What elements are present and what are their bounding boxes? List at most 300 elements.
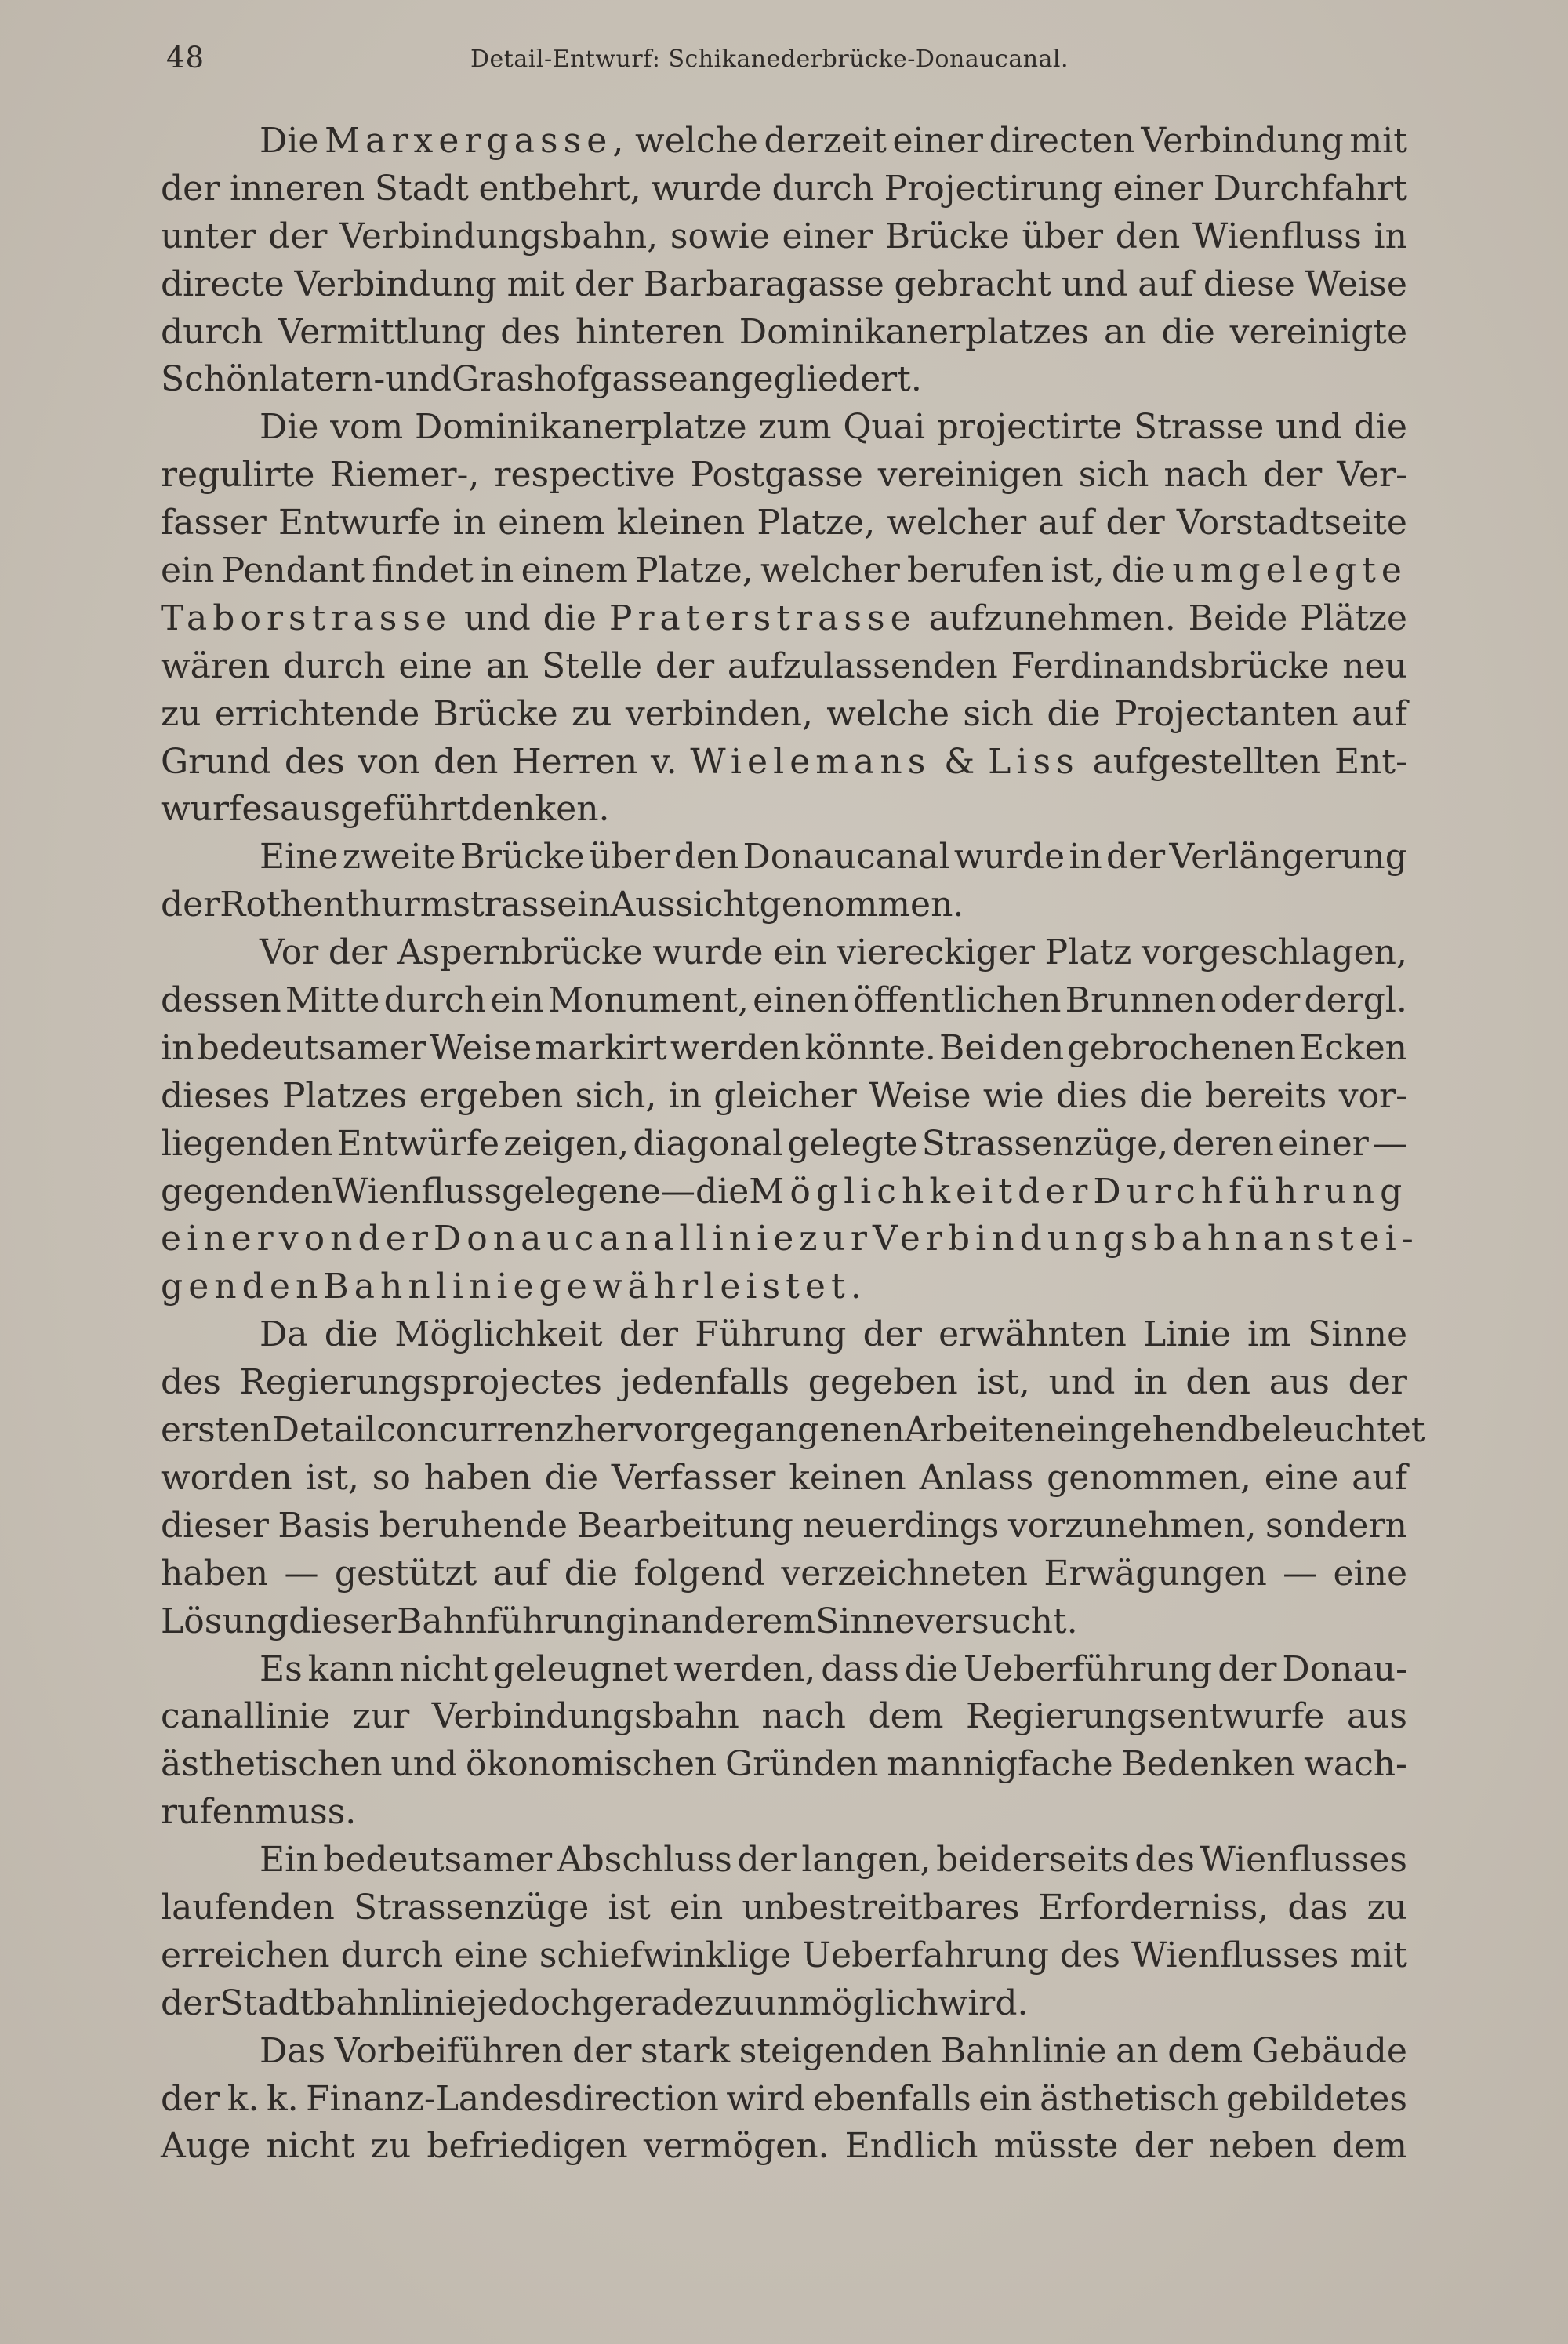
word: gebrochenen (1067, 1027, 1296, 1068)
word: einen (753, 980, 849, 1021)
word: Eine (260, 837, 339, 878)
text-line (161, 643, 1407, 691)
word: Platze, (634, 551, 753, 591)
word: unbestreitbares (742, 1887, 1020, 1928)
word: und (1276, 407, 1342, 448)
word: Finanz-Landesdirection (306, 2078, 719, 2119)
word: befriedigen (426, 2126, 628, 2167)
word: wie (982, 1075, 1044, 1116)
word: zu (370, 2126, 412, 2167)
word: verzeichneten (781, 1553, 1028, 1594)
word: berufen (906, 551, 1044, 591)
text-line (161, 881, 1407, 929)
word: Endlich (844, 2126, 978, 2167)
word: der (1218, 1648, 1277, 1689)
word: Donau- (1282, 1648, 1407, 1689)
word: dem (1332, 2126, 1407, 2167)
word: folgend (633, 1553, 765, 1594)
text-line (161, 1503, 1407, 1550)
word: Wienfluss (1192, 216, 1362, 256)
word: genden (161, 1266, 324, 1307)
text-line (161, 2123, 1407, 2171)
word: unmöglich (754, 1982, 938, 2023)
text-line (161, 1359, 1407, 1407)
word: Durchführung (1093, 1171, 1408, 1212)
word: dieses (161, 1075, 270, 1116)
word: werden (670, 1027, 802, 1068)
word: dieser (289, 1601, 397, 1641)
word: gebildetes (1225, 2078, 1407, 2119)
word: Weise (1305, 263, 1407, 304)
word: Vor (260, 932, 319, 973)
word: kann (307, 1648, 394, 1689)
word: dem (1167, 2030, 1243, 2071)
word: Vorstadtseite (1176, 503, 1407, 543)
word: Gründen (725, 1744, 879, 1785)
word: ästhetisch (1040, 2078, 1219, 2119)
word: mannigfache (887, 1744, 1113, 1785)
word: Verbindung (294, 263, 497, 304)
word: so (372, 1457, 411, 1498)
word: hinteren (575, 311, 724, 352)
word: bedeutsamer (323, 1840, 553, 1881)
text-line (161, 691, 1407, 739)
word: der (161, 2078, 220, 2119)
word: und (1048, 1362, 1116, 1403)
word: Donaucanallinie (433, 1219, 800, 1259)
word: beleuchtet (1239, 1410, 1425, 1451)
word: ein (669, 1887, 724, 1928)
word: verbinden, (625, 693, 813, 734)
word: neben (1208, 2126, 1316, 2167)
word: Stelle (542, 645, 643, 686)
text-line (161, 1121, 1407, 1168)
text-line (161, 929, 1407, 977)
word: — (1372, 1123, 1407, 1164)
word: stark (640, 2030, 731, 2071)
word: des (500, 311, 561, 352)
word: diese (1203, 263, 1295, 304)
word: das (1287, 1887, 1348, 1928)
word: eine (398, 645, 473, 686)
word: Barbaragasse (643, 263, 884, 304)
word: Weise (429, 1027, 532, 1068)
word: mit (1349, 1935, 1407, 1975)
text-line (161, 2028, 1407, 2076)
word: die (1353, 407, 1407, 448)
word: wird (726, 2078, 806, 2119)
word: Die (260, 121, 319, 161)
word: die (1161, 311, 1215, 352)
word: von (358, 741, 421, 782)
text-line (161, 1550, 1407, 1598)
word: v. (650, 741, 677, 782)
word: findet (372, 551, 474, 591)
word: vom (330, 407, 404, 448)
text-line (161, 213, 1407, 261)
word: umgelegte (1172, 551, 1407, 591)
word: aufzulassenden (727, 645, 998, 686)
word: Bahnlinie (323, 1266, 539, 1307)
word: und (385, 359, 452, 400)
word: Projectanten (1113, 693, 1338, 734)
word: Aussicht (610, 885, 760, 925)
word: zweite (342, 837, 456, 878)
word: zu (161, 693, 201, 734)
text-line (161, 1884, 1407, 1932)
word: einer (161, 1219, 279, 1259)
text-line (161, 1263, 1407, 1311)
word: geradezu (592, 1982, 755, 2023)
word: Da (260, 1314, 308, 1355)
word: Bahnlinie (940, 2030, 1107, 2071)
word: vereinigte (1229, 311, 1407, 352)
word: muss. (255, 1792, 357, 1833)
word: eine (1264, 1457, 1339, 1498)
word: die (324, 1314, 379, 1355)
word: erreichen (161, 1935, 330, 1975)
word: — (1283, 1553, 1318, 1594)
word: Brücke (884, 216, 1010, 256)
word: welcher (760, 551, 900, 591)
word: ersten (161, 1410, 272, 1451)
word: gelegene (502, 1171, 661, 1212)
word: die (904, 1648, 959, 1689)
word: k. (227, 2078, 260, 2119)
word: Platze, (757, 503, 876, 543)
word: des (284, 741, 345, 782)
word: in (1134, 1362, 1167, 1403)
word: mit (1349, 121, 1407, 161)
word: erwähnten (938, 1314, 1127, 1355)
word: der (328, 932, 388, 973)
text-line (161, 977, 1407, 1025)
word: der (161, 1982, 220, 2023)
word: den (673, 837, 739, 878)
word: gebracht (894, 263, 1051, 304)
word: Liss (988, 741, 1080, 782)
word: wurde (651, 168, 762, 209)
word: nicht (399, 1648, 488, 1689)
word: unter (161, 216, 256, 256)
word: einer (1112, 168, 1203, 209)
word: wurfes (161, 789, 280, 830)
word: in (1069, 837, 1102, 878)
word: sondern (1265, 1505, 1407, 1546)
word: worden (161, 1457, 292, 1498)
word: von (278, 1219, 358, 1259)
page-header (166, 41, 1405, 88)
word: gewährleistet. (539, 1266, 867, 1307)
word: der (572, 2030, 632, 2071)
word: Anlass (919, 1457, 1034, 1498)
word: der (1105, 503, 1165, 543)
word: durch (771, 168, 874, 209)
word: an (485, 645, 529, 686)
word: ein (978, 2078, 1033, 2119)
text-line (161, 1168, 1407, 1216)
word: Strasse (1134, 407, 1265, 448)
word: Strassenzüge, (921, 1123, 1169, 1164)
word: vereinigen (877, 455, 1064, 496)
text-line (161, 1932, 1407, 1980)
word: Lösung (161, 1601, 289, 1641)
word: Dominikanerplatzes (739, 311, 1090, 352)
text-line (161, 500, 1407, 547)
word: Möglichkeit (749, 1171, 1018, 1212)
word: Grashofgasse (452, 359, 688, 400)
word: neuerdings (802, 1505, 1000, 1546)
word: Vermittlung (278, 311, 486, 352)
word: vorzunehmen, (1007, 1505, 1257, 1546)
word: anstei- (1262, 1219, 1419, 1259)
word: und (1061, 263, 1128, 304)
word: Auge (161, 2126, 251, 2167)
text-line (161, 356, 1407, 404)
word: Verbindungsbahn (872, 1219, 1263, 1259)
word: auf (492, 1553, 549, 1594)
word: der (1263, 455, 1323, 496)
word: Postgasse (690, 455, 863, 496)
word: Stadt (374, 168, 469, 209)
word: der (1105, 837, 1166, 878)
word: in (161, 1027, 194, 1068)
word: könnte. (804, 1027, 936, 1068)
word: Quai (843, 407, 926, 448)
word: dies (1055, 1075, 1127, 1116)
word: ebenfalls (812, 2078, 971, 2119)
word: Taborstrasse (161, 598, 452, 638)
word: den (999, 1027, 1065, 1068)
word: zur (352, 1696, 410, 1737)
word: Wienflusses (1131, 1935, 1339, 1975)
word: Wienflusses (1200, 1840, 1407, 1881)
word: müsste (993, 2126, 1119, 2167)
word: ausgeführt (279, 789, 470, 830)
word: k. (266, 2078, 299, 2119)
word: dem (868, 1696, 944, 1737)
word: canallinie (161, 1696, 331, 1737)
word: Gebäude (1251, 2030, 1407, 2071)
text-line (161, 1789, 1407, 1837)
word: die (543, 598, 597, 638)
word: einer (1278, 1123, 1369, 1164)
word: der (574, 263, 634, 304)
text-line (161, 1073, 1407, 1121)
word: ästhetischen (161, 1744, 383, 1785)
word: dessen (161, 980, 281, 1021)
word: der (1134, 2126, 1193, 2167)
text-line (161, 1455, 1407, 1503)
word: diagonal (633, 1123, 784, 1164)
word: Sinne (815, 1601, 916, 1641)
word: Grund (161, 741, 272, 782)
word: der (655, 645, 715, 686)
word: in (452, 503, 487, 543)
word: Strassenzüge (353, 1887, 590, 1928)
word: beruhende (379, 1505, 568, 1546)
word: welche (826, 693, 950, 734)
word: der (737, 1840, 797, 1881)
word: Regierungsprojectes (239, 1362, 602, 1403)
word: durch (383, 980, 487, 1021)
word: der (1017, 1171, 1094, 1212)
text-line (161, 1407, 1425, 1455)
word: — (660, 1171, 695, 1212)
word: ein (773, 932, 827, 973)
word: in (1374, 216, 1407, 256)
word: viereckiger (837, 932, 1035, 973)
word: die (564, 1553, 619, 1594)
word: einem (498, 503, 605, 543)
text-line (161, 547, 1407, 595)
word: Basis (278, 1505, 371, 1546)
word: aufzunehmen. (928, 598, 1176, 638)
word: ist, (305, 1457, 359, 1498)
word: welcher (887, 503, 1027, 543)
word: Abschluss (557, 1840, 732, 1881)
word: eine (1333, 1553, 1407, 1594)
word: gleicher (713, 1075, 857, 1116)
word: Donaucanal (742, 837, 950, 878)
word: Arbeiten (904, 1410, 1056, 1451)
text-line (161, 118, 1407, 165)
word: des (1134, 1840, 1195, 1881)
word: durch (161, 311, 263, 352)
word: Es (260, 1648, 303, 1689)
word: regulirte (161, 455, 315, 496)
word: aus (1269, 1362, 1330, 1403)
text-line (161, 165, 1407, 213)
word: hervorgegangenen (574, 1410, 905, 1451)
word: inneren (229, 168, 365, 209)
word: Detailconcurrenz (271, 1410, 575, 1451)
word: Ent- (1334, 741, 1407, 782)
word: sowie (670, 216, 770, 256)
word: neu (1342, 645, 1407, 686)
word: Verbindungsbahn, (339, 216, 659, 256)
word: Mitte (285, 980, 380, 1021)
word: respective (494, 455, 676, 496)
word: Rothenthurmstrasse (220, 885, 578, 925)
word: wach- (1304, 1744, 1407, 1785)
word: sich (1078, 455, 1149, 496)
word: gegeben (808, 1362, 958, 1403)
text-line (161, 1837, 1407, 1884)
word: des (161, 1362, 221, 1403)
word: dergl. (1304, 980, 1407, 1021)
word: sich (963, 693, 1033, 734)
word: nicht (266, 2126, 355, 2167)
word: Bedenken (1121, 1744, 1296, 1785)
word: Brunnen (1065, 980, 1217, 1021)
word: zur (799, 1219, 873, 1259)
word: Wienfluss (332, 1171, 503, 1212)
word: Brücke (459, 837, 585, 878)
word: oder (1220, 980, 1301, 1021)
word: Platz (1044, 932, 1132, 973)
word: Verbindungsbahn (431, 1696, 739, 1737)
word: denken. (470, 789, 610, 830)
word: die (1047, 693, 1101, 734)
word: dieser (161, 1505, 269, 1546)
text-line (161, 739, 1407, 787)
word: nach (761, 1696, 846, 1737)
word: an (1116, 2030, 1159, 2071)
word: geleugnet (493, 1648, 669, 1689)
word: Ueberführung (964, 1648, 1213, 1689)
word: wären (161, 645, 270, 686)
word: haben (161, 1553, 269, 1594)
running-title: Detail-Entwurf: Schikanederbrücke-Donaucanal. (470, 45, 1069, 73)
text-line (161, 1741, 1407, 1789)
text-line (161, 452, 1407, 500)
word: Linie (1143, 1314, 1231, 1355)
word: zu (572, 693, 612, 734)
word: Stadtbahnlinie (220, 1982, 477, 2023)
word: Projectirung (884, 168, 1103, 209)
word: dass (821, 1648, 899, 1689)
word: Ueberfahrung (801, 1935, 1050, 1975)
word: nach (1163, 455, 1248, 496)
word: Pendant (221, 551, 365, 591)
word: Weise (869, 1075, 971, 1116)
word: Ein (260, 1840, 318, 1881)
word: Schönlatern- (161, 359, 386, 400)
word: jedenfalls (620, 1362, 790, 1403)
word: eingehend (1055, 1410, 1240, 1451)
word: aus (1346, 1696, 1407, 1737)
page-number: 48 (166, 41, 205, 74)
word: Wielemans (690, 741, 931, 782)
word: Sinne (1308, 1314, 1407, 1355)
word: rufen (161, 1792, 256, 1833)
word: directe (161, 263, 285, 304)
word: über (588, 837, 670, 878)
body-text (161, 118, 1425, 2171)
word: der (161, 168, 220, 209)
word: laufenden (161, 1887, 335, 1928)
word: Erwägungen (1044, 1553, 1267, 1594)
word: gelegte (787, 1123, 918, 1164)
text-line (161, 1693, 1407, 1741)
word: werden, (673, 1648, 816, 1689)
word: der (862, 1314, 922, 1355)
word: auf (1038, 503, 1094, 543)
word: Dominikanerplatze (414, 407, 747, 448)
word: Ver- (1337, 455, 1407, 496)
text-line (161, 404, 1407, 452)
word: Die (260, 407, 319, 448)
word: Herren (511, 741, 638, 782)
word: kleinen (616, 503, 746, 543)
text-line (161, 309, 1407, 357)
word: Riemer-, (329, 455, 480, 496)
word: Aspernbrücke (397, 932, 643, 973)
word: auf (1138, 263, 1194, 304)
text-line (161, 261, 1407, 309)
word: Durchfahrt (1213, 168, 1407, 209)
word: der (619, 1314, 679, 1355)
word: derzeit (764, 121, 887, 161)
word: vor- (1338, 1075, 1407, 1116)
word: ein (490, 980, 544, 1021)
word: errichtende (214, 693, 420, 734)
word: durch (283, 645, 386, 686)
text-line (161, 1311, 1407, 1359)
word: ergeben (419, 1075, 564, 1116)
word: langen, (801, 1840, 931, 1881)
